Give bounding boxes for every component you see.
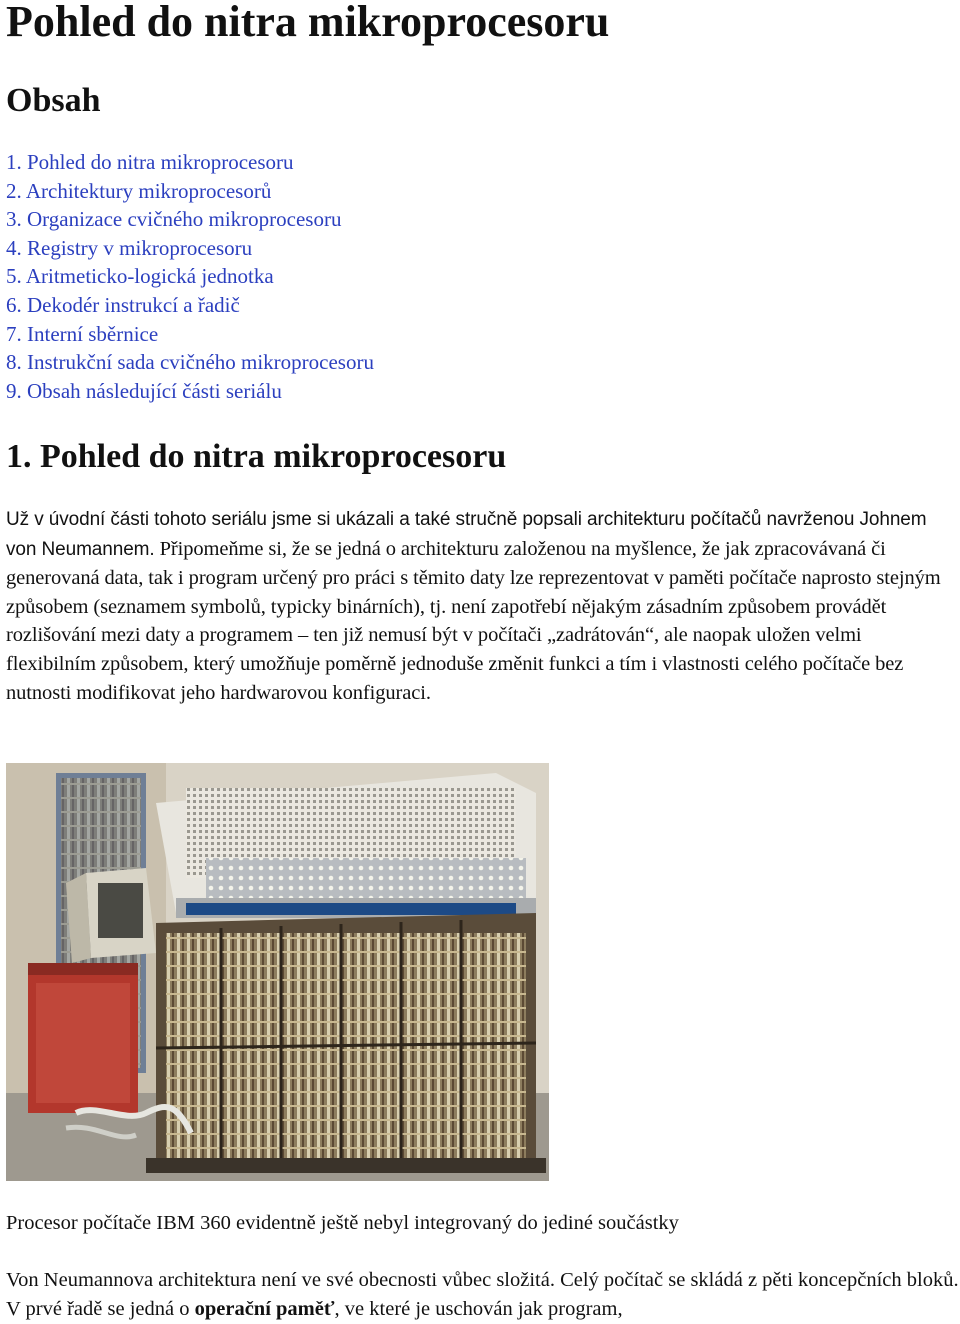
toc-link[interactable]: 7. Interní sběrnice (6, 321, 159, 346)
intro-paragraph (6, 505, 956, 707)
toc-link[interactable]: 4. Registry v mikroprocesoru (6, 235, 253, 260)
toc-item (6, 205, 374, 234)
toc-link[interactable]: 3. Organizace cvičného mikroprocesoru (6, 207, 342, 232)
toc-item (6, 262, 374, 291)
intro-text-serif: Připomeňme si, že se jedná o architekturu založenou na myšlence, že jak zpracovávaná či generovaná data, tak i program určený pro práci s těmito daty lze reprezentovat v paměti počítače naprosto stejným způsobem (seznamem symbolů, typicky binárních), tj. není zapotřebí nějakým zásadním způsobem provádět rozlišování mezi daty a programem – ten již nemusí být v počítači „zadrátován“, ale naopak uložen velmi flexibilním způsobem, který umožňuje poměrně jednoduše změnit funkci a tím i vlastnosti celého počítače bez nutnosti modifikovat jeho hardwarovou konfiguraci. (6, 537, 941, 704)
toc-link[interactable]: 6. Dekodér instrukcí a řadič (6, 292, 240, 317)
ibm-360-photo (6, 763, 549, 1181)
toc-heading: Obsah (6, 82, 101, 119)
toc-link[interactable]: 5. Aritmeticko-logická jednotka (6, 264, 274, 289)
toc-item (6, 348, 374, 377)
toc-item (6, 234, 374, 263)
intro-text-sans: Už v úvodní části tohoto seriálu jsme si ukázali a také stručně popsali architekturu počítačů navrženou Johnem von Neumannem. (6, 509, 927, 560)
document-title: Pohled do nitra mikroprocesoru (6, 0, 610, 46)
figure-caption: Procesor počítače IBM 360 evidentně ještě nebyl integrovaný do jediné součástky (6, 1212, 679, 1234)
toc-link[interactable]: 8. Instrukční sada cvičného mikroprocesoru (6, 350, 374, 375)
section-heading: 1. Pohled do nitra mikroprocesoru (6, 438, 507, 475)
toc-item (6, 177, 374, 206)
toc-link[interactable]: 2. Architektury mikroprocesorů (6, 178, 272, 203)
toc-item (6, 377, 374, 406)
toc-link[interactable]: 9. Obsah následující části seriálu (6, 378, 282, 403)
toc-link[interactable]: 1. Pohled do nitra mikroprocesoru (6, 150, 294, 174)
toc-item (6, 291, 374, 320)
toc-item (6, 320, 374, 349)
body-text-end: , ve které je uschován jak program, (334, 1298, 623, 1320)
body-text-bold: operační paměť (194, 1298, 335, 1320)
table-of-contents (6, 148, 374, 405)
ibm-360-photo-illustration (6, 763, 549, 1181)
body-text-start: Von Neumannova architektura není ve své obecnosti vůbec složitá. Celý počítač se skládá z pěti koncepčních bloků. V prvé řadě se jedná o (6, 1269, 959, 1320)
body-paragraph (6, 1266, 960, 1324)
toc-item (6, 148, 374, 177)
